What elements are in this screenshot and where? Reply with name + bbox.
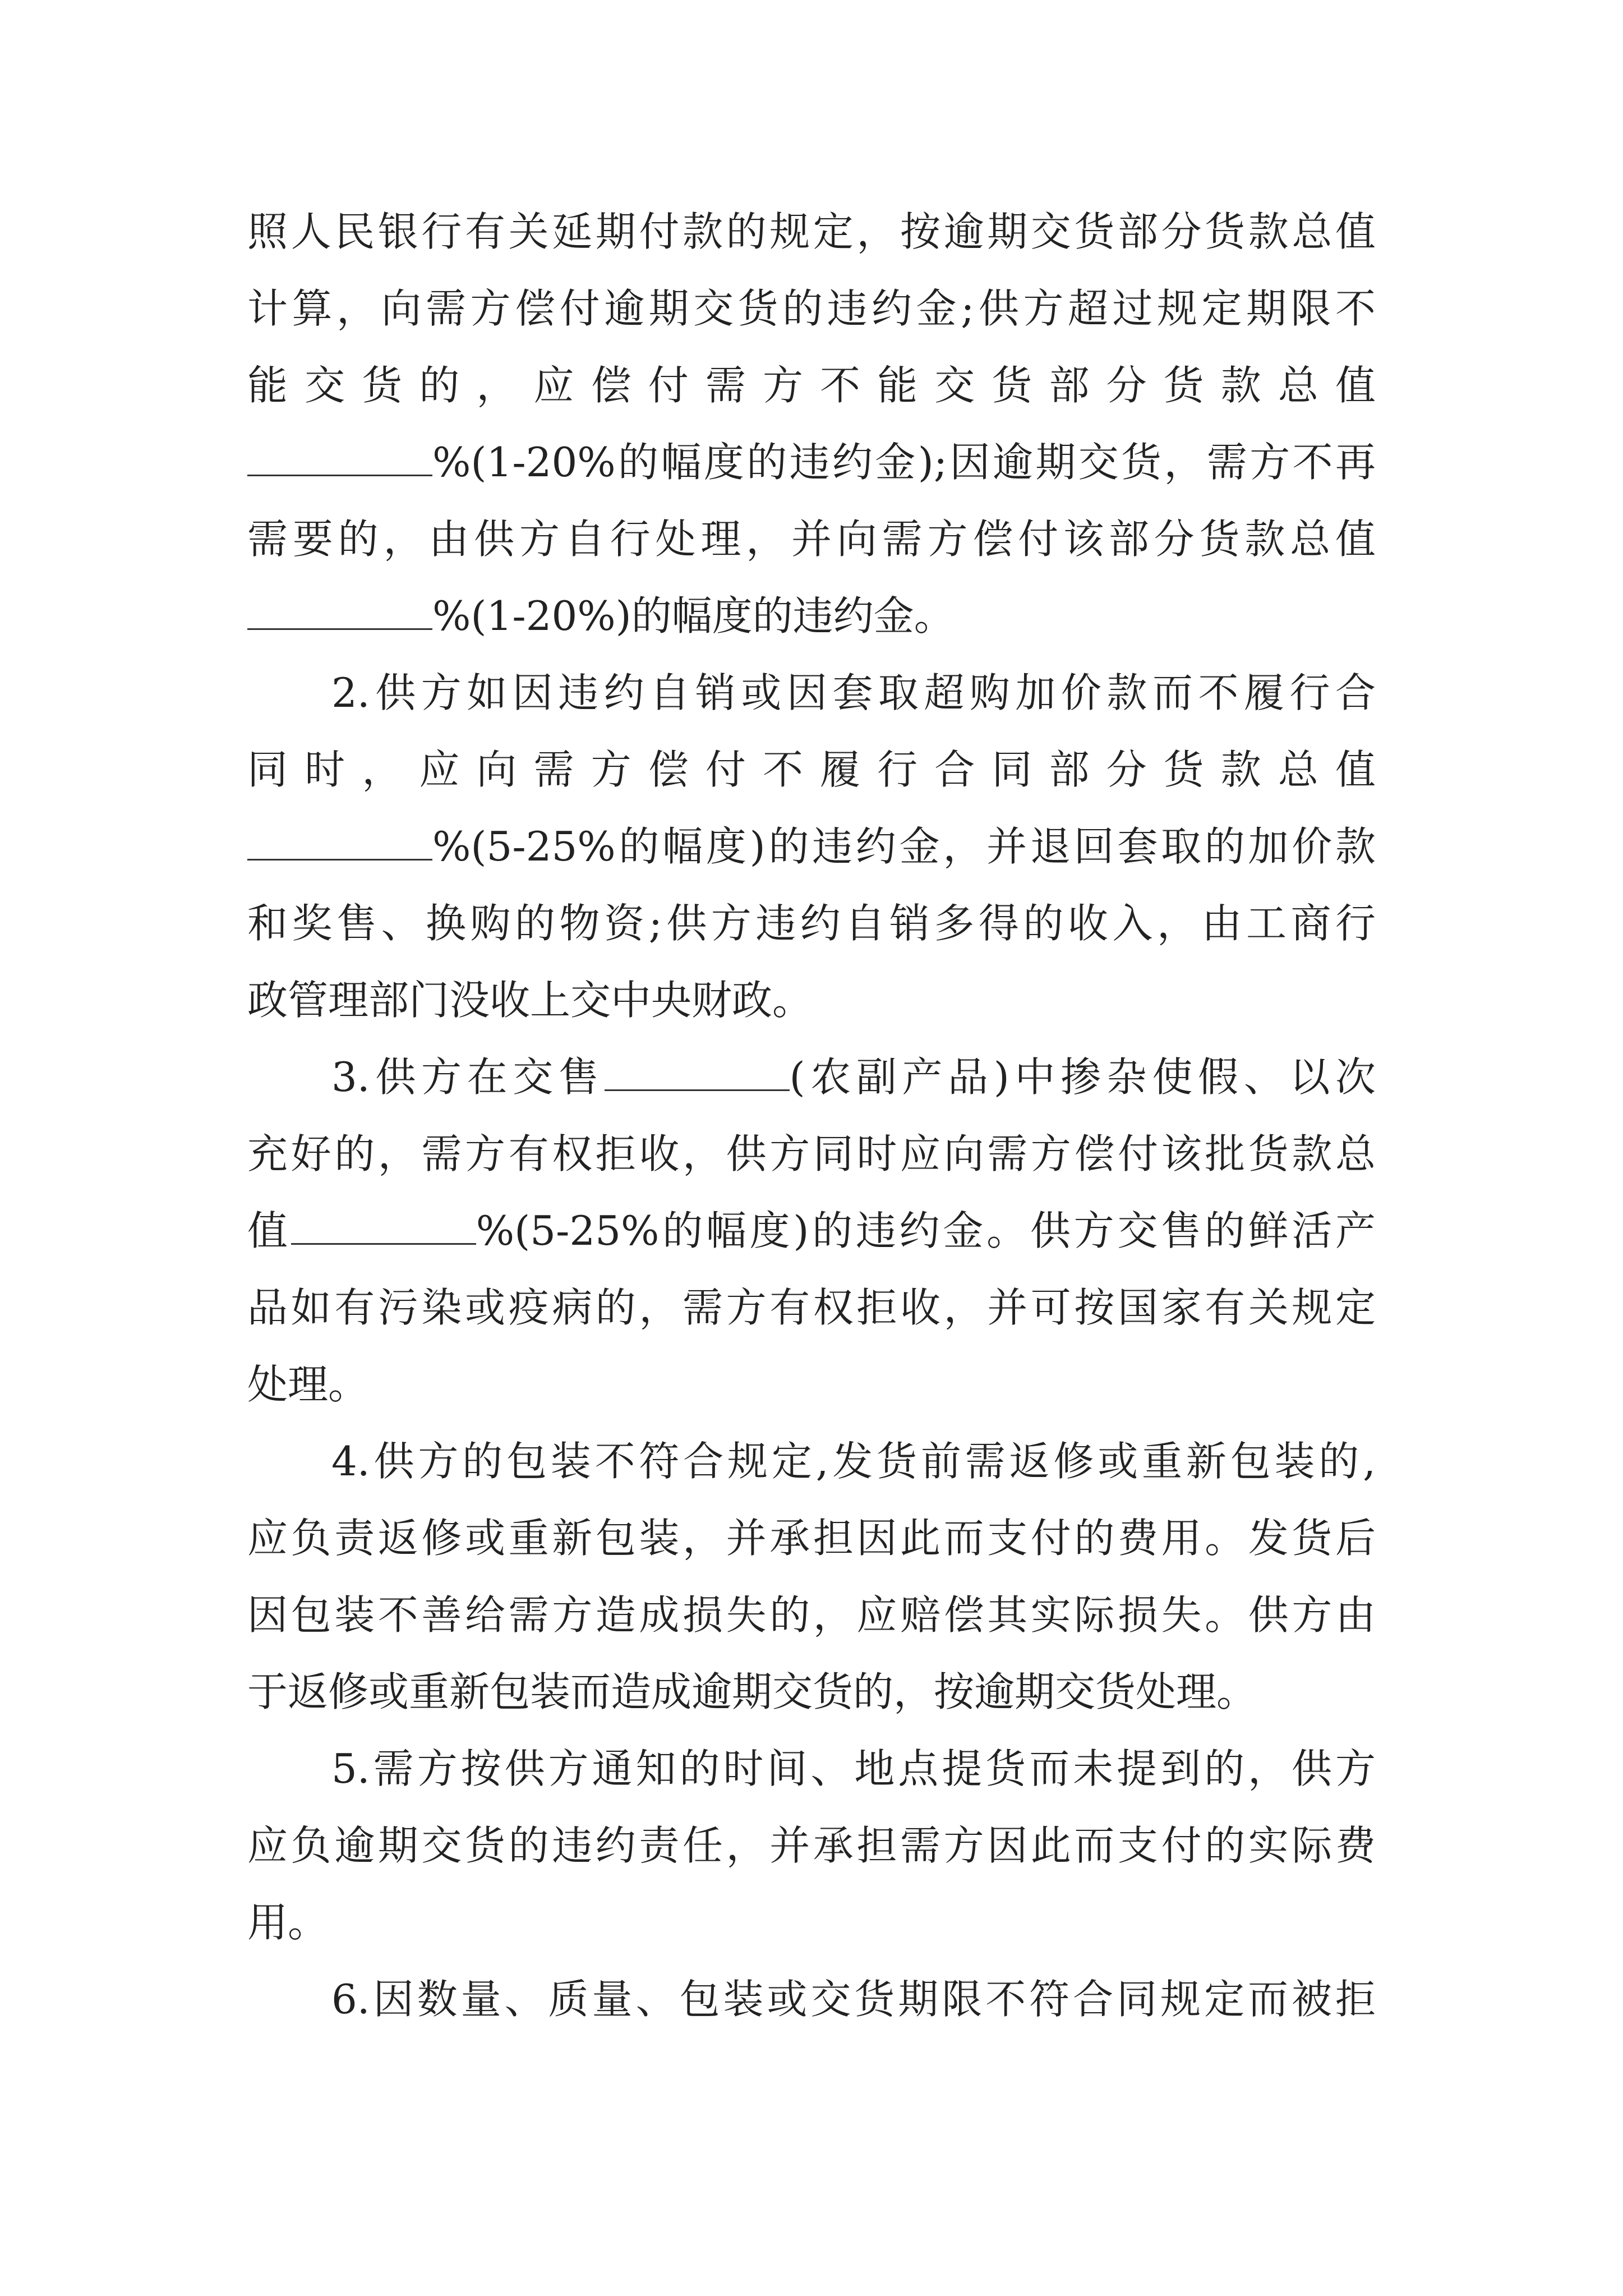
text-line: 因包装不善给需方造成损失的，应赔偿其实际损失。供方由 xyxy=(247,1591,1376,1639)
fill-in-blank[interactable] xyxy=(247,595,432,630)
text-segment: %(5-25%的幅度)的违约金，并退回套取的加价款 xyxy=(432,823,1376,870)
text-line: 处理。 xyxy=(247,1361,369,1408)
paragraph-penalty-late-delivery xyxy=(247,194,1376,655)
text-segment: 3.供方在交售 xyxy=(331,1053,605,1101)
paragraph-item-4 xyxy=(247,1423,1376,1731)
text-line: 5.需方按供方通知的时间、地点提货而未提到的，供方 xyxy=(331,1745,1376,1792)
text-line: 和奖售、换购的物资;供方违约自销多得的收入，由工商行 xyxy=(247,900,1376,947)
text-line: 需要的，由供方自行处理，并向需方偿付该部分货款总值 xyxy=(247,516,1376,563)
text-line: 于返修或重新包装而造成逾期交货的，按逾期交货处理。 xyxy=(247,1668,1257,1715)
text-segment: 值 xyxy=(247,1207,291,1254)
fill-in-blank[interactable] xyxy=(605,1056,790,1091)
paragraph-item-6 xyxy=(247,1961,1376,2038)
text-line: 应负逾期交货的违约责任，并承担需方因此而支付的实际费 xyxy=(247,1822,1376,1869)
paragraph-item-2 xyxy=(247,655,1376,1039)
text-line xyxy=(247,808,1376,885)
text-segment: %(5-25%的幅度)的违约金。供方交售的鲜活产 xyxy=(476,1207,1376,1254)
text-line: 2.供方如因违约自销或因套取超购加价款而不履行合 xyxy=(331,669,1376,716)
fill-in-blank[interactable] xyxy=(247,825,432,861)
text-line xyxy=(247,578,1376,655)
paragraph-item-5 xyxy=(247,1731,1376,1961)
text-line: 品如有污染或疫病的，需方有权拒收，并可按国家有关规定 xyxy=(247,1284,1376,1331)
text-line: 能交货的，应偿付需方不能交货部分货款总值 xyxy=(247,362,1376,409)
text-line: 应负责返修或重新包装，并承担因此而支付的费用。发货后 xyxy=(247,1515,1376,1562)
text-segment: %(1-20%)的幅度的违约金。 xyxy=(432,592,955,639)
text-line: 充好的，需方有权拒收，供方同时应向需方偿付该批货款总 xyxy=(247,1130,1376,1177)
text-segment: (农副产品)中掺杂使假、以次 xyxy=(789,1053,1376,1101)
fill-in-blank[interactable] xyxy=(291,1209,476,1245)
text-line xyxy=(247,1193,1376,1269)
text-line: 同时，应向需方偿付不履行合同部分货款总值 xyxy=(247,746,1376,793)
paragraph-item-3 xyxy=(247,1039,1376,1423)
text-segment: %(1-20%的幅度的违约金);因逾期交货，需方不再 xyxy=(432,439,1376,486)
text-line: 4.供方的包装不符合规定,发货前需返修或重新包装的, xyxy=(331,1438,1376,1485)
text-line: 6.因数量、质量、包装或交货期限不符合同规定而被拒 xyxy=(331,1976,1376,2023)
text-line: 政管理部门没收上交中央财政。 xyxy=(247,977,813,1024)
text-line: 用。 xyxy=(247,1899,329,1946)
fill-in-blank[interactable] xyxy=(247,441,432,476)
text-line: 计算，向需方偿付逾期交货的违约金;供方超过规定期限不 xyxy=(247,285,1376,332)
text-line xyxy=(247,424,1376,501)
text-line: 照人民银行有关延期付款的规定，按逾期交货部分货款总值 xyxy=(247,208,1376,255)
text-line xyxy=(247,1039,1376,1116)
